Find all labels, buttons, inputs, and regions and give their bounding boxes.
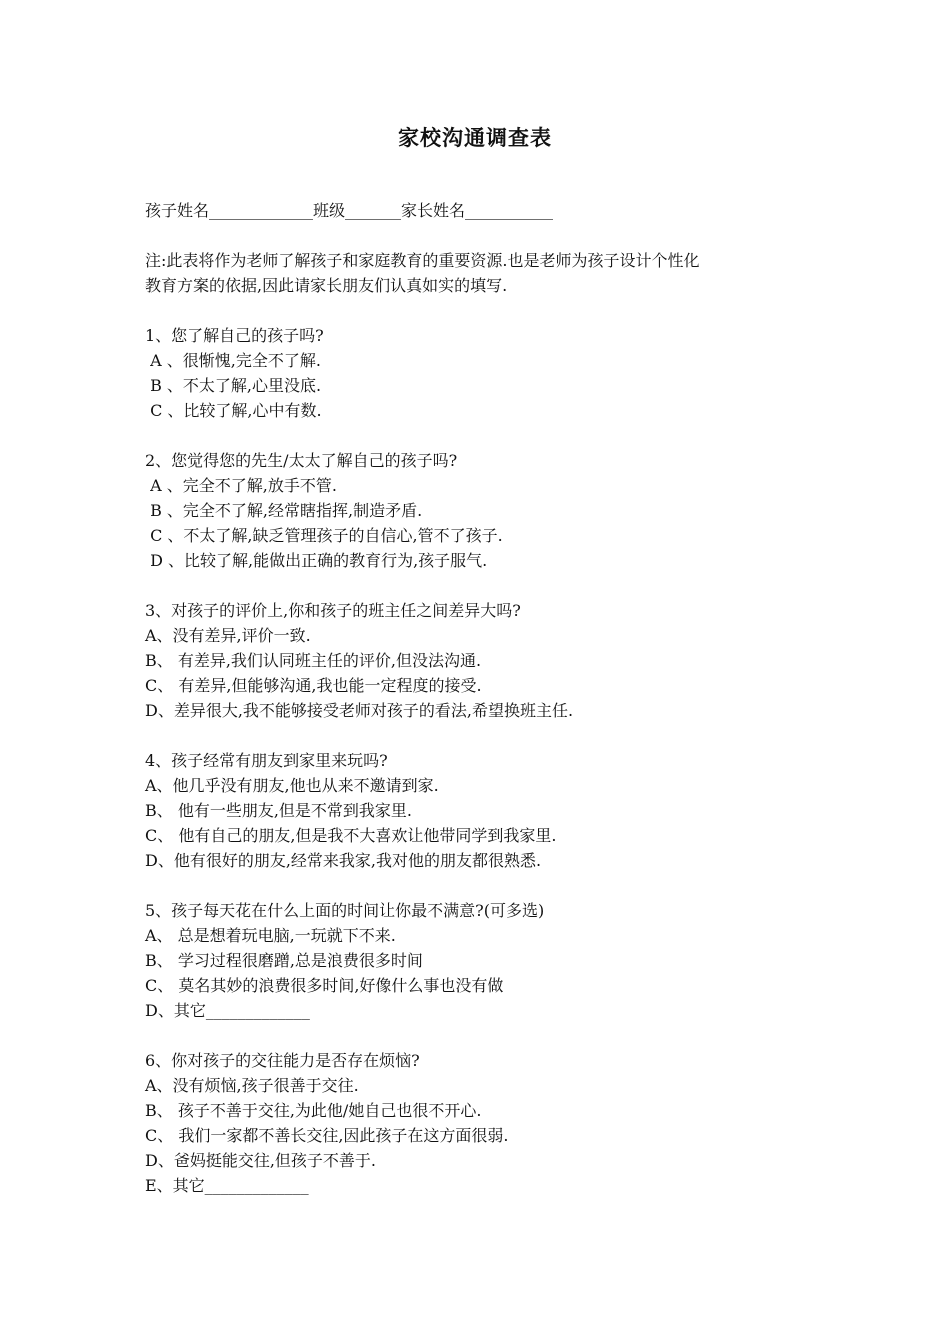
spacer (145, 723, 825, 748)
option-item: A、他几乎没有朋友,他也从来不邀请到家. (145, 776, 439, 795)
option-item: A、没有烦恼,孩子很善于交往. (145, 1076, 359, 1095)
info-line: 孩子姓名_____________班级_______家长姓名___________ (145, 201, 554, 220)
option-item: D、爸妈挺能交往,但孩子不善于. (145, 1151, 377, 1170)
option-item: B、 他有一些朋友,但是不常到我家里. (145, 801, 413, 820)
question-block (145, 1048, 825, 1198)
spacer (145, 573, 825, 598)
page-title: 家校沟通调查表 (398, 125, 552, 150)
option-item: B、 孩子不善于交往,为此他/她自己也很不开心. (145, 1101, 482, 1120)
option-item: C、 我们一家都不善长交往,因此孩子在这方面很弱. (145, 1126, 509, 1145)
spacer (145, 1023, 825, 1048)
option-item: C、 他有自己的朋友,但是我不大喜欢让他带同学到我家里. (145, 826, 557, 845)
question-block (145, 898, 825, 1023)
option-item: B 、完全不了解,经常瞎指挥,制造矛盾. (145, 501, 423, 520)
option-item: D、其它_____________ (145, 1001, 310, 1020)
question-text: 2、您觉得您的先生/太太了解自己的孩子吗? (145, 451, 458, 470)
question-text: 3、对孩子的评价上,你和孩子的班主任之间差异大吗? (145, 601, 521, 620)
option-item: D、差异很大,我不能够接受老师对孩子的看法,希望换班主任. (145, 701, 574, 720)
option-item: D 、比较了解,能做出正确的教育行为,孩子服气. (145, 551, 488, 570)
spacer (145, 298, 825, 323)
option-item: B 、不太了解,心里没底. (145, 376, 322, 395)
question-text: 4、孩子经常有朋友到家里来玩吗? (145, 751, 388, 770)
note-line-2: 教育方案的依据,因此请家长朋友们认真如实的填写. (145, 276, 508, 295)
spacer (145, 223, 825, 248)
question-block (145, 748, 825, 873)
option-item: A 、完全不了解,放手不管. (145, 476, 337, 495)
question-text: 6、你对孩子的交往能力是否存在烦恼? (145, 1051, 420, 1070)
question-block (145, 448, 825, 573)
survey-content (145, 198, 825, 1198)
question-text: 5、孩子每天花在什么上面的时间让你最不满意?(可多选) (145, 901, 545, 920)
option-item: B、 学习过程很磨蹭,总是浪费很多时间 (145, 951, 423, 970)
option-item: A 、很惭愧,完全不了解. (145, 351, 321, 370)
option-item: C 、比较了解,心中有数. (145, 401, 322, 420)
note-line-1: 注:此表将作为老师了解孩子和家庭教育的重要资源.也是老师为孩子设计个性化 (145, 251, 700, 270)
option-item: A、 总是想着玩电脑,一玩就下不来. (145, 926, 396, 945)
option-item: E、其它_____________ (145, 1176, 309, 1195)
spacer (145, 873, 825, 898)
question-text: 1、您了解自己的孩子吗? (145, 326, 324, 345)
question-block (145, 323, 825, 423)
option-item: C、 莫名其妙的浪费很多时间,好像什么事也没有做 (145, 976, 504, 995)
option-item: C 、不太了解,缺乏管理孩子的自信心,管不了孩子. (145, 526, 503, 545)
question-block (145, 598, 825, 723)
option-item: D、他有很好的朋友,经常来我家,我对他的朋友都很熟悉. (145, 851, 542, 870)
option-item: A、没有差异,评价一致. (145, 626, 311, 645)
spacer (145, 423, 825, 448)
option-item: C、 有差异,但能够沟通,我也能一定程度的接受. (145, 676, 482, 695)
option-item: B、 有差异,我们认同班主任的评价,但没法沟通. (145, 651, 482, 670)
